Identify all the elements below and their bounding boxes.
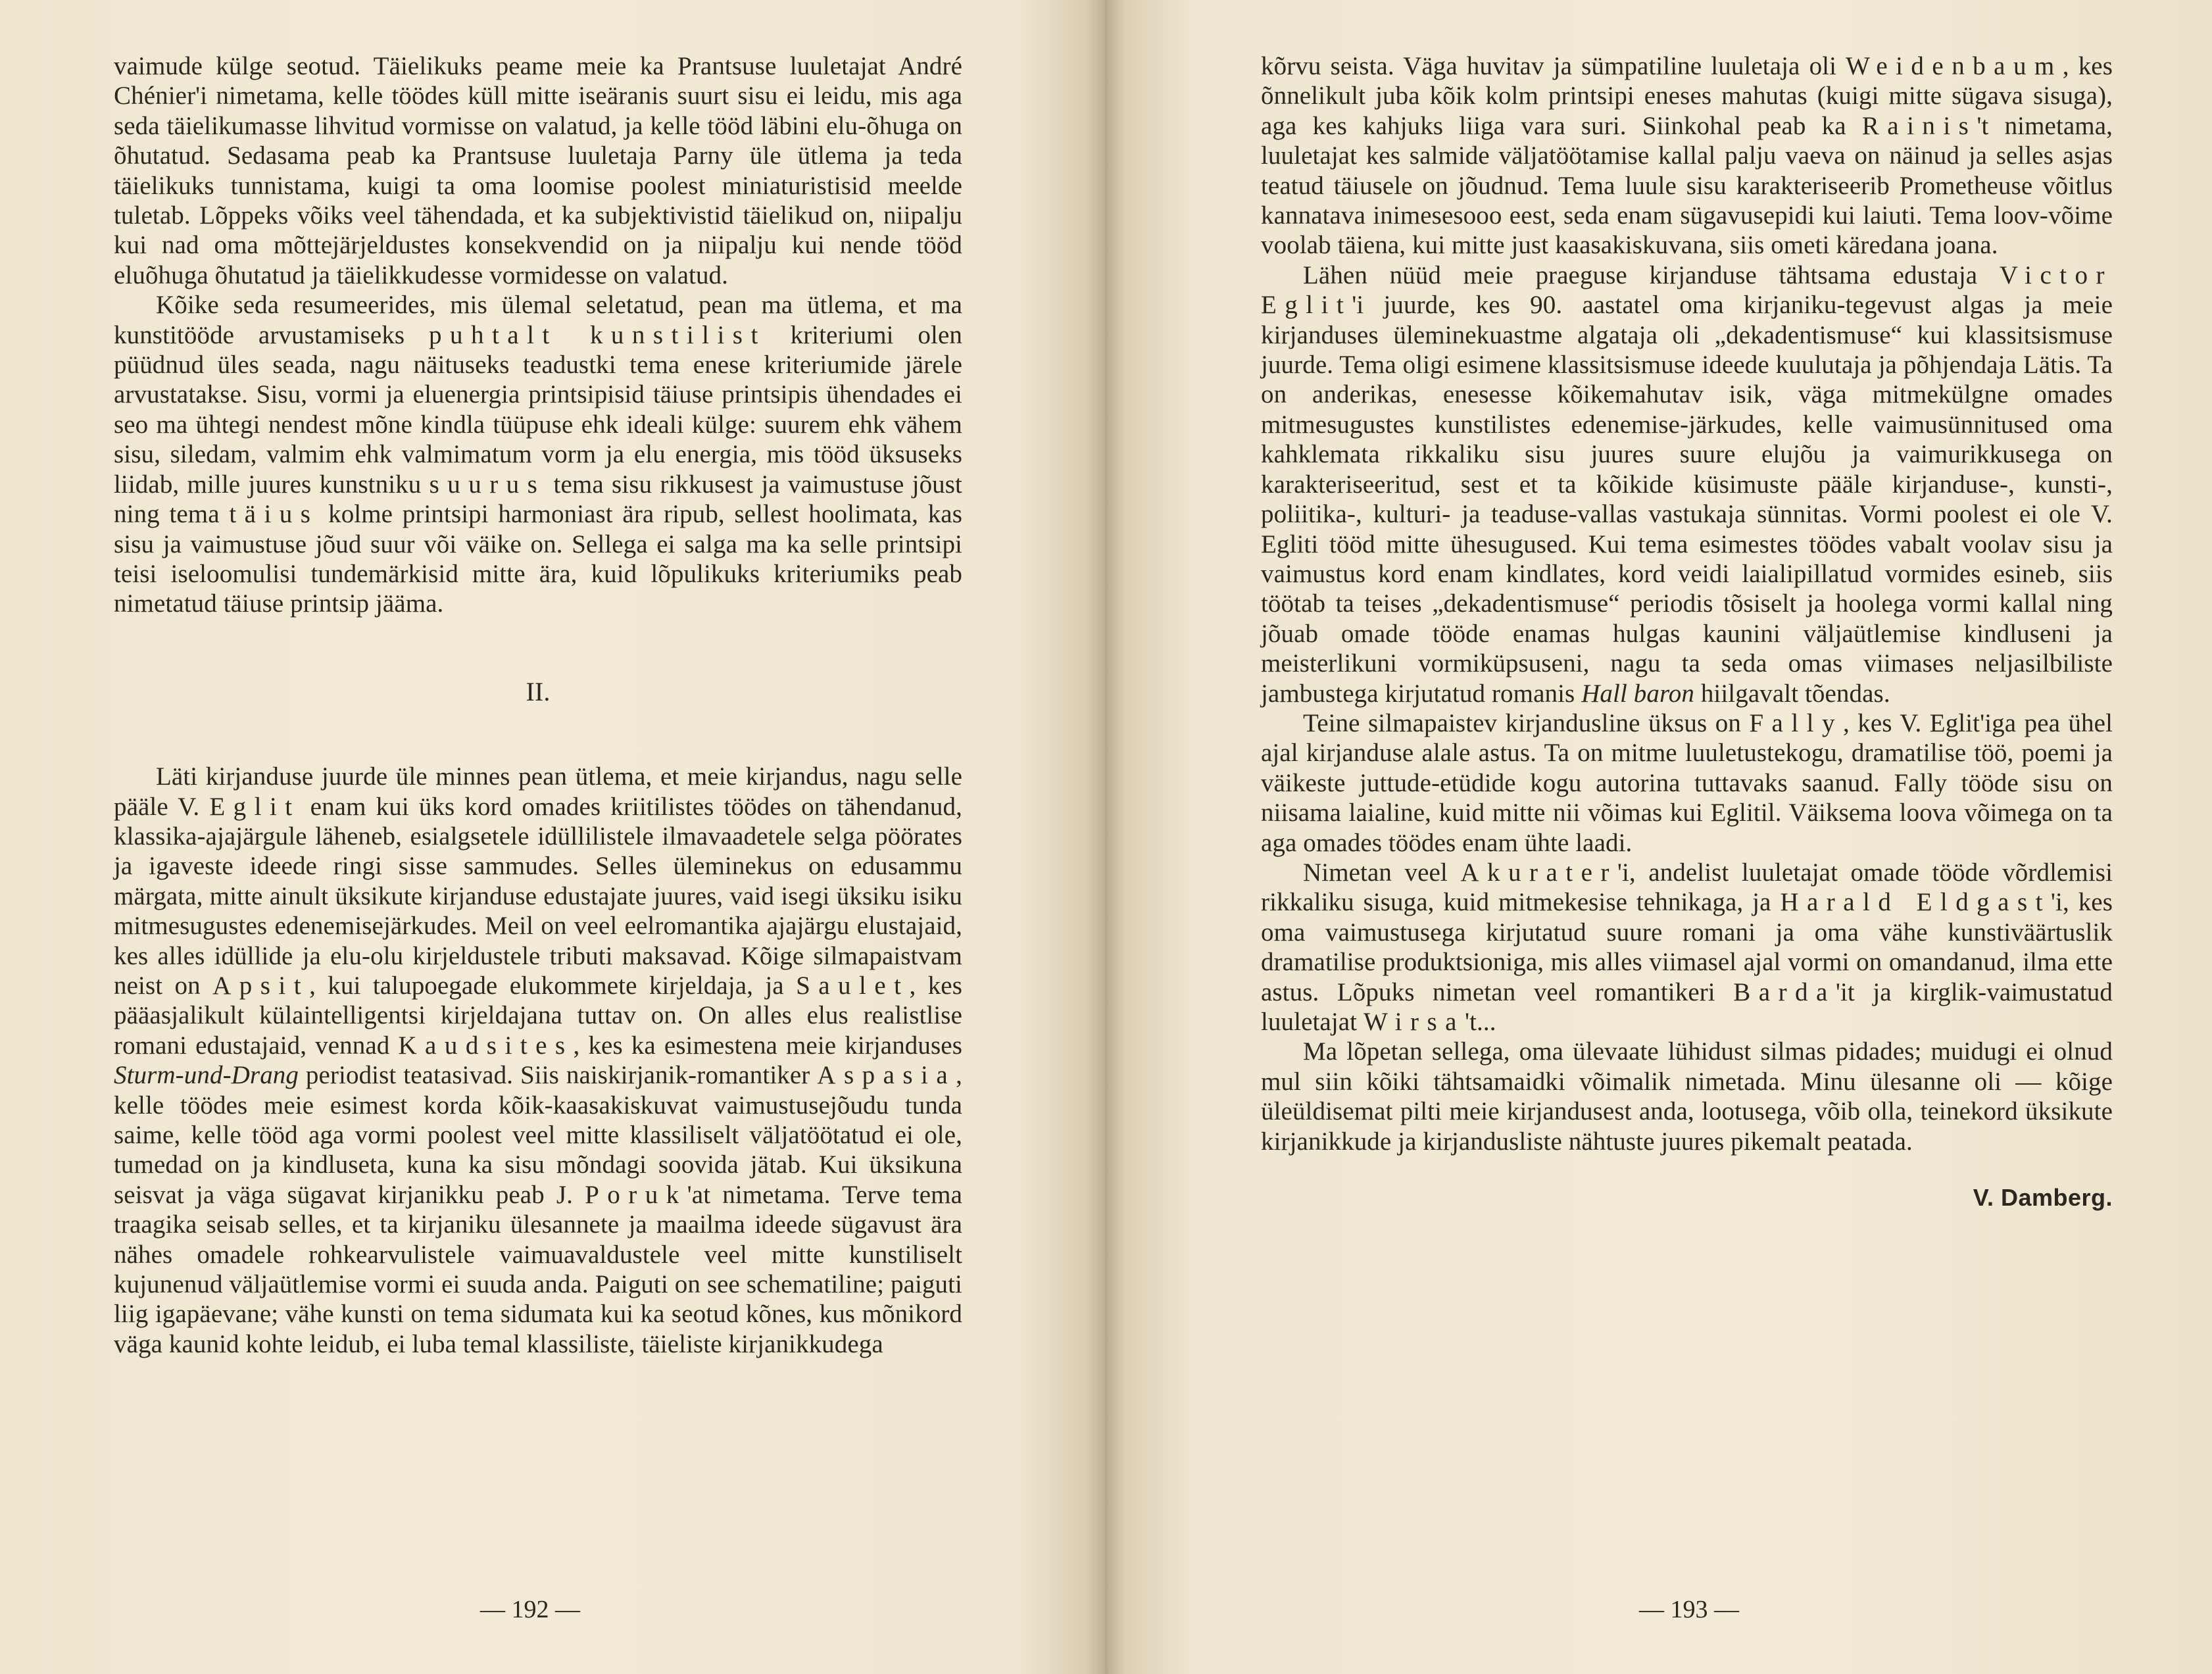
spaced-name: Wirsa: [1363, 1008, 1465, 1036]
right-paragraphs: [1261, 51, 2113, 1156]
text-run: 't...: [1464, 1008, 1496, 1036]
right-paragraph: [1261, 260, 2113, 708]
text-run: , kes V. Eglit'iga pea ühel ajal kirjanduse alale astus. Ta on mitme luuletustekogu, dramatilise töö, poemi ja väikeste juttude-etüdide kogu autorina tuttavaks saanud. Fally tööde sisu on niisama laialine, kuid mitte nii võimas kui Eglitil. Väiksema loova võimega on ta aga omades töödes enam ühte laadi.: [1261, 708, 2113, 857]
spaced-name: Eglit: [209, 792, 301, 821]
right-paragraph: [1261, 708, 2113, 858]
left-paragraphs-2: [114, 762, 962, 1359]
text-run: , kes pääasjalikult külaintelligentsi kirjeldajana tuttav on. On alles elus realistlise romani edustajaid, vennad: [114, 971, 962, 1060]
spaced-name: Kaudsites: [398, 1031, 574, 1060]
spaced-name: Weidenbaum: [1846, 52, 2063, 80]
spaced-name: Victor Eglit: [1261, 260, 2113, 320]
spaced-name: Poruk: [585, 1180, 687, 1209]
spaced-name: Akurater: [1460, 858, 1617, 887]
text-run: , kui talupoegade elukommete kirjeldaja, ja: [309, 971, 797, 1000]
italic-title: Sturm-und-Drang: [114, 1061, 299, 1090]
author-signature: V. Damberg.: [1973, 1184, 2113, 1212]
right-paragraph: [1261, 858, 2113, 1037]
left-text-block: [114, 51, 962, 1359]
text-run: tema sisu rikkusest ja vaimustuse jõust ning tema: [114, 470, 962, 529]
text-run: kõrvu seista. Väga huvitav ja sümpatiline luuletaja oli: [1261, 52, 1846, 80]
text-run: Läti kirjanduse juurde üle minnes pean ütlema, et meie kirjandus, nagu selle pääle V.: [114, 762, 962, 821]
text-run: 'i, kes oma vaimustusega kirjutatud suure romani ja oma vähe kunstiväärtuslik dramatilise produktsioniga, mis alles viimasel ajal vormi on omandanud, ilma ette astus. Lõpuks nimetan veel romantikeri: [1261, 888, 2113, 1006]
spaced-name: Fally: [1749, 708, 1843, 737]
text-run: kolme printsipi harmoniast ära ripub, sellest hoolimata, kas sisu ja vaimustuse jõud suur või väike on. Sellega ei salga ma ka selle printsipi teisi iseloomulisi tundemärkisid mitte ära, kuid lõpulikuks kriteriumiks peab nimetatud täiuse printsip jääma.: [114, 500, 962, 618]
spaced-name: täius: [229, 500, 319, 529]
page-number-left: — 192 —: [480, 1596, 580, 1623]
section-heading: II.: [526, 676, 551, 706]
text-run: 't nimetama, luuletajat kes salmide väljatöötamise kallal palju vaeva on näinud ja selles asjas teatud täiusele on jõudnud. Tema luule sisu karakteriseerib Prometheuse võitlus kannatava inimesesooo eest, seda enam sügavusepidi kui laiuti. Tema loov-võime voolab täiena, kui mitte just kaasakiskuvana, siis ometi käredana joana.: [1261, 111, 2113, 260]
text-run: 'i juurde, kes 90. aastatel oma kirjaniku-tegevust algas ja meie kirjanduses üleminekuastme algataja oli „dekadentismuse“ kui klassitsismuse juurde. Tema oligi esimene klassitsismuse ideede kuulutaja ja põhjendaja Lätis. Ta on anderikas, enesesse kõikemahutav isik, väga mitmekülgne omades mitmesugustes kunstilistes edenemise-järkudes, kelle vaimusünnitused oma kahklemata rikkaliku sisu juures suure elujõu ja vaimurikkusega on karakteriseeritud, sest et ta kõikide küsimuste pääle kirjanduse-, kunsti-, poliitika-, kulturi- ja teaduse-vallas vastukaja sünnitas. Vormi poolest ei ole V. Egliti tööd mitte ühesugused. Kui tema esimestes töödes vabalt voolav sisu ja vaimustus kord enam kindlates, kord veidi laialipillatud vormides esineb, siis töötab ta teises „dekadentismuse“ periodis tõsiselt ja hoolega vormi kallal ning jõuab omade tööde enamas hulgas kaunini väljaütlemise kindluseni ja meisterlikuni vormiküpsuseni, nagu ta seda omas viimases neljasilbiliste jambustega kirjutatud romanis: [1261, 291, 2113, 708]
left-page: [0, 0, 1105, 1674]
text-run: 'i, andelist luuletajat omade tööde võrdlemisi rikkaliku sisuga, kuid mitmekesise tehnikaga, ja: [1261, 858, 2113, 917]
text-run: hiilgavalt tõendas.: [1694, 679, 1890, 708]
text-run: Teine silmapaistev kirjandusline üksus on: [1303, 708, 1750, 737]
text-run: , kes õnnelikult juba kõik kolm printsipi eneses mahutas (kuigi mitte sügava sisuga), aga kes kahjuks liiga vara suri. Siinkohal peab ka: [1261, 52, 2113, 140]
text-run: vaimude külge seotud. Täielikuks peame meie ka Prantsuse luuletajat André Chénier'i nimetama, kelle töödes küll mitte iseäranis suurt sisu ei leidu, mis aga seda täielikumasse lihvitud vormisse on valatud, ja kelle tööd läbini elu-õhuga on õhutatud. Sedasama peab ka Prantsuse luuletaja Parny üle ütlema ja teda täielikuks tunnistama, kuigi ta oma loomise poolest miniaturistisid meelde tuletab. Lõppeks võiks veel tähendada, et ka subjektivistid täielikud on, niipalju kui nad oma mõttejärjeldustes konsekvendid on ja niipalju kui nende tööd eluõhuga õhutatud ja täielikkudesse vormidesse on valatud.: [114, 52, 962, 289]
spaced-name: Saulet: [796, 971, 910, 1000]
spaced-name: Aspasia: [817, 1061, 956, 1090]
right-paragraph: [1261, 1037, 2113, 1156]
text-run: kriteriumi olen püüdnud üles seada, nagu näituseks teadustki tema enese kriteriumide järele arvustatakse. Sisu, vormi ja eluenergia printsipisid täiuse printsipis ühendades ei seo ma ühtegi nendest mõne kindla tüüpuse ehk ideali külge: suurem ehk vähem sisu, siledam, valmim ehk valmimatum vorm ja elu energia, mis tööd üksuseks liidab, mille juures kunstniku: [114, 320, 962, 499]
text-run: periodist teatasivad. Siis naiskirjanik-romantiker: [299, 1061, 818, 1090]
text-run: Lähen nüüd meie praeguse kirjanduse tähtsama edustaja: [1303, 260, 2000, 289]
right-text-block: [1261, 51, 2113, 1212]
text-run: Nimetan veel: [1303, 858, 1461, 887]
left-paragraph: [114, 290, 962, 618]
page-number-right: — 193 —: [1639, 1596, 1739, 1623]
spaced-name: Harald Eldgast: [1780, 888, 2051, 917]
text-run: , kes ka esimestena meie kirjanduses: [573, 1031, 962, 1060]
spaced-name: puhtalt kunstilist: [429, 320, 766, 349]
text-run: 'it ja kirglik-vaimustatud luuletajat: [1261, 977, 2113, 1036]
spaced-name: Rainis: [1861, 111, 1977, 140]
text-run: , kelle töödes meie esimest korda kõik-kaasakiskuvat vaimustusejõudu tunda saime, kelle tööd aga vormi poolest veel mitte klassiliselt väljatöötatud ei ole, tumedad on ja kindluseta, kuna ka sisu mõndagi soovida jätab. Kui üksikuna seisvat ja väga sügavat kirjanikku peab J.: [114, 1061, 962, 1209]
text-run: Ma lõpetan sellega, oma ülevaate lühidust silmas pidades; muidugi ei olnud mul siin kõiki tähtsamaidki võimalik nimetada. Minu ülesanne oli — kõige üleüldisemat pilti meie kirjandusest anda, lootusega, võib olla, teinekord üksikute kirjanikkude ja kirjandusliste nähtuste juures pikemalt peatada.: [1261, 1037, 2113, 1156]
spaced-name: suurus: [429, 470, 546, 499]
text-run: enam kui üks kord omades kriitilistes töödes on tähendanud, klassika-ajajärgule läheneb, esialgsetele idüllilistele ilmavaadetele selga pöörates ja igaveste ideede ringi sisse sammudes. Selles üleminekus on edusammu märgata, mitte ainult üksikute kirjanduse edustajate juures, vaid isegi üksiku isiku mitmesugustes edenemisejärkudes. Meil on veel eelromantika ajajärgu elustajaid, kes alles idüllide ja elu-olu kirjeldustele tributi maksavad. Kõige silmapaistvam neist on: [114, 792, 962, 1000]
text-run: Kõike seda resumeerides, mis ülemal seletatud, pean ma ütlema, et ma kunstitööde arvustamiseks: [114, 291, 962, 349]
italic-title: Hall baron: [1581, 679, 1694, 708]
left-paragraph: [114, 51, 962, 290]
left-paragraph: [114, 762, 962, 1359]
left-paragraphs: [114, 51, 962, 619]
text-run: 'at nimetama. Terve tema traagika seisab selles, et ta kirjaniku ülesannete ja maailma ideede sügavust ära nähes omadele rohkearvulistele vaimuavaldustele veel mitte kunstiliselt kujunenud väljaütlemise vormi ei suuda anda. Paiguti on see schematiline; paiguti liig igapäevane; vähe kunsti on tema sidumata kui ka seotud kõnes, kus mõnikord väga kaunid kohte leidub, ei luba temal klassiliste, täieliste kirjanikkudega: [114, 1180, 962, 1358]
right-paragraph: [1261, 51, 2113, 260]
spaced-name: Barda: [1733, 977, 1836, 1006]
spaced-name: Apsit: [212, 971, 310, 1000]
